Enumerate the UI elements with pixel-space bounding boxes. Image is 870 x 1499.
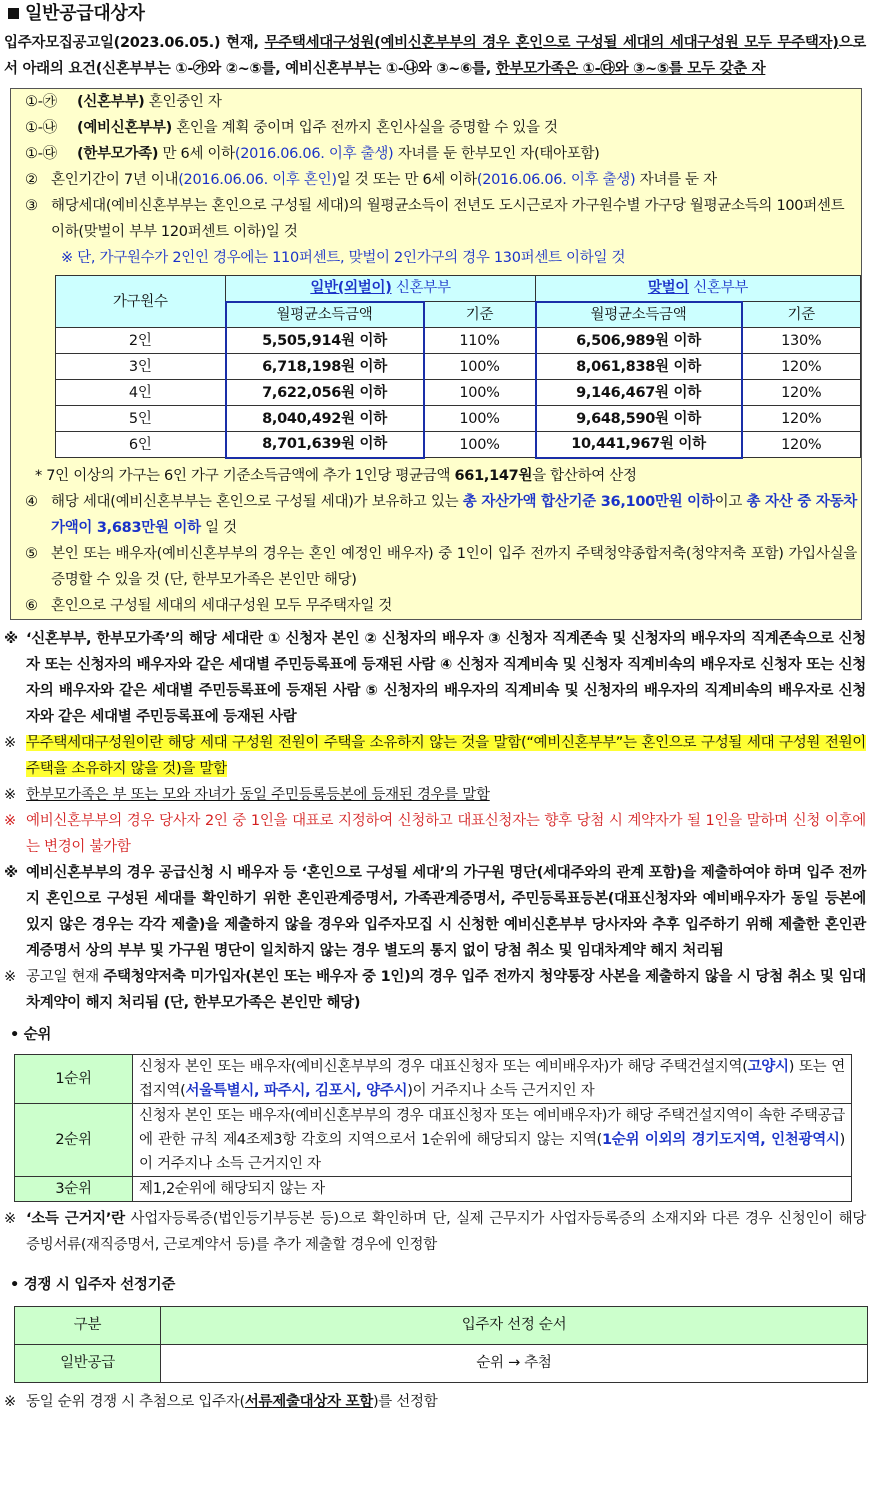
- cell-gen-amount: 6,718,198원 이하: [226, 354, 424, 380]
- note-single-parent: [4, 782, 866, 808]
- req-text: 혼인중인 자: [144, 94, 222, 110]
- income-exception-note: ※ 단, 가구원수가 2인인 경우에는 110퍼센트, 맞벌이 2인가구의 경우 130퍼센트 이하일 것: [61, 250, 626, 266]
- req-marker: ⑥: [25, 597, 38, 614]
- intro-paragraph: [4, 30, 866, 82]
- req-marker: ④: [25, 493, 38, 510]
- table-row: [15, 1176, 852, 1201]
- rank-text: )이 거주지나 소득 근거지인 자: [139, 1131, 845, 1172]
- note-lottery: [4, 1389, 866, 1415]
- rank-text: )이 거주지나 소득 근거지인 자: [407, 1082, 595, 1099]
- th-gen-std: 기준: [424, 302, 536, 328]
- cell-dual-amount: 9,146,467원 이하: [536, 380, 742, 406]
- table-header-row: [15, 1306, 868, 1344]
- table-row: [15, 1344, 868, 1382]
- note-text: 예비신혼부부의 경우 당사자 2인 중 1인을 대표로 지정하여 신청하고 대표신청자는 향후 당첨 시 계약자가 될 1인을 말하며 신청 이후에는 변경이 불가함: [26, 812, 866, 855]
- intro-text-3: 으로서 아래의 요건(신혼부부는 ①-㉮와 ②~⑤를, 예비신혼부부는 ①-㉯와 ③~⑥를,: [4, 35, 866, 77]
- seven-plus-note: [25, 463, 857, 489]
- rank-3-desc: 제1,2순위에 해당되지 않는 자: [133, 1176, 852, 1201]
- cell-dual-amount: 8,061,838원 이하: [536, 354, 742, 380]
- req-label: (예비신혼부부): [77, 120, 172, 136]
- note-text: )를 선정함: [372, 1393, 438, 1410]
- req-text: 혼인기간이 7년 이내: [51, 172, 179, 188]
- th-general: [226, 276, 536, 302]
- intro-text-2: 무주택세대구성원(예비신혼부부의 경우 혼인으로 구성될 세대의 세대구성원 모두 무주택자): [264, 35, 839, 51]
- rank-2-label: 2순위: [15, 1103, 133, 1176]
- th-category: 구분: [15, 1306, 161, 1344]
- cell-dual-std: 120%: [742, 354, 861, 380]
- table-row: [15, 1103, 852, 1176]
- cell-dual-std: 120%: [742, 432, 861, 458]
- rank-1-desc: [133, 1054, 852, 1103]
- note-text-highlighted: 무주택세대구성원이란 해당 세대 구성원 전원이 주택을 소유하지 않는 것을 말함(“예비신혼부부”는 혼인으로 구성될 세대 구성원 전원이 주택을 소유하지 않을 것)을 말함: [26, 734, 866, 777]
- note-representative: [4, 808, 866, 860]
- note-text: 한부모가족은 부 또는 모와 자녀가 동일 주민등록등본에 등재된 경우를 말함: [26, 786, 490, 803]
- cell-gen-std: 100%: [424, 406, 536, 432]
- note-text-bold: 주택청약저축 미가입자(본인 또는 배우자 중 1인)의 경우 입주 전까지 청약통장 사본을 제출하지 않을 시 당첨 취소 및 임대차계약이 해지 처리됨 (단, 한부모가족은 본인만 해당): [26, 968, 867, 1011]
- req-marker: ②: [25, 172, 38, 188]
- th-order: 입주자 선정 순서: [161, 1306, 868, 1344]
- note-mark: ※: [4, 864, 18, 881]
- cell-order: 순위 → 추첨: [161, 1344, 868, 1382]
- note-mark: ※: [4, 1210, 16, 1227]
- th-general-t: 신혼부부: [391, 280, 451, 297]
- cell-gen-std: 110%: [424, 328, 536, 354]
- th-dual-u: 맞벌이: [647, 280, 689, 297]
- selection-table: [14, 1306, 868, 1383]
- cell-size: 3인: [56, 354, 226, 380]
- cell-size: 4인: [56, 380, 226, 406]
- table-row: [15, 1054, 852, 1103]
- note-mark: ※: [4, 968, 16, 985]
- cell-dual-std: 120%: [742, 380, 861, 406]
- selection-heading: • 경쟁 시 입주자 선정기준: [10, 1276, 176, 1293]
- cell-dual-std: 130%: [742, 328, 861, 354]
- req-text: 혼인을 계획 중이며 입주 전까지 혼인사실을 증명할 수 있을 것: [171, 120, 558, 136]
- req-1c: [25, 141, 857, 167]
- req-date: (2016.06.06. 이후 출생): [476, 172, 636, 188]
- notes-list: [4, 626, 866, 1016]
- rank-region: 1순위 이외의 경기도지역, 인천광역시: [602, 1131, 840, 1148]
- square-bullet-icon: [8, 8, 19, 19]
- req-text: 본인 또는 배우자(예비신혼부부의 경우는 혼인 예정인 배우자) 중 1인이 입주 전까지 주택청약종합저축(청약저축 포함) 가입사실을 증명할 수 있을 것 (단, 한부모가족은 본인만 해당): [51, 545, 857, 588]
- req-1b: [25, 115, 857, 141]
- req-date: (2016.06.06. 이후 출생): [234, 146, 394, 162]
- note-mark: ※: [4, 1393, 16, 1410]
- foot-text-c: 을 합산하여 산정: [532, 467, 637, 484]
- cell-gen-amount: 5,505,914원 이하: [226, 328, 424, 354]
- note-mark: ※: [4, 734, 16, 751]
- note-no-house: [4, 730, 866, 782]
- th-dual-amount: 월평균소득금액: [536, 302, 742, 328]
- cell-gen-amount: 8,701,639원 이하: [226, 432, 424, 458]
- note-household: [4, 626, 866, 730]
- rank-3-label: 3순위: [15, 1176, 133, 1201]
- req-5: [25, 541, 857, 593]
- note-mark: ※: [4, 812, 16, 829]
- section-title: [4, 0, 866, 30]
- cell-size: 6인: [56, 432, 226, 458]
- foot-text-a: * 7인 이상의 가구는 6인 가구 기준소득금액에 추가 1인당 평균금액: [35, 467, 455, 484]
- cell-dual-amount: 6,506,989원 이하: [536, 328, 742, 354]
- req-marker: ①-㉰: [25, 146, 57, 162]
- note-mark: ※: [4, 630, 18, 647]
- th-gen-amount: 월평균소득금액: [226, 302, 424, 328]
- rank-2-desc: [133, 1103, 852, 1176]
- cell-dual-amount: 9,648,590원 이하: [536, 406, 742, 432]
- note-documents: [4, 860, 866, 964]
- intro-text-1: 입주자모집공고일(2023.06.05.) 현재,: [4, 35, 265, 51]
- rank-region: 서울특별시, 파주시, 김포시, 양주시: [185, 1082, 408, 1099]
- table-row: [56, 406, 861, 432]
- note-text: 동일 순위 경쟁 시 추첨으로 입주자(: [26, 1393, 245, 1410]
- req-marker: ①-㉮: [25, 94, 57, 110]
- note-income-base: [4, 1206, 866, 1258]
- th-dual-t: 신혼부부: [688, 280, 749, 297]
- req-1a: [25, 89, 857, 115]
- cell-general-supply: 일반공급: [15, 1344, 161, 1382]
- req-text: 혼인으로 구성될 세대의 세대구성원 모두 무주택자일 것: [51, 597, 393, 614]
- th-general-u: 일반(외벌이): [310, 280, 392, 297]
- note-term: ‘소득 근거지’란: [26, 1210, 125, 1227]
- table-row: [56, 328, 861, 354]
- req-text: 자녀를 둔 한부모인 자(태아포함): [393, 146, 600, 162]
- req-4: [25, 489, 857, 541]
- req-text: 일 것: [200, 519, 237, 536]
- cell-gen-amount: 7,622,056원 이하: [226, 380, 424, 406]
- cell-gen-std: 100%: [424, 432, 536, 458]
- intro-text-4: 한부모가족은 ①-㉰와 ③~⑤를 모두 갖춘 자: [495, 61, 766, 77]
- req-text: 해당 세대(예비신혼부부는 혼인으로 구성될 세대)가 보유하고 있는: [51, 493, 463, 510]
- note-text: ‘신혼부부, 한부모가족’의 해당 세대란 ① 신청자 본인 ② 신청자의 배우자 ③ 신청자 직계존속 및 신청자의 배우자의 직계존속으로 신청자 또는 신청자의 배우자와 같은 세대별 주민등록표에 등재된 사람 ④ 신청자 직계비속 및 신청자 직계비속의 배우자로 신청자 또는 신청자의 배우자와 같은 세대별 주민등록표에 등재된 사람 ⑤ 신청자의 배우자의 직계비속 및 신청자의 배우자의 직계비속의 배우자로 신청자와 같은 세대별 주민등록표에 등재된 사람: [26, 630, 866, 725]
- req-6: [25, 593, 857, 619]
- req-marker: ①-㉯: [25, 120, 57, 136]
- req-date: (2016.06.06. 이후 혼인): [178, 172, 337, 188]
- rank-text: ) 또는 연접지역(: [139, 1058, 845, 1099]
- asset-limit: 총 자산가액 합산기준 36,100만원 이하: [462, 493, 715, 510]
- note-savings: [4, 964, 866, 1016]
- requirements-box: [10, 88, 862, 620]
- req-marker: ⑤: [25, 545, 38, 562]
- req-label: (한부모가족): [77, 146, 159, 162]
- income-table: [55, 275, 861, 459]
- note-text: 공고일 현재: [26, 968, 104, 985]
- rank-text: 신청자 본인 또는 배우자(예비신혼부부의 경우 대표신청자 또는 예비배우자)가 해당 주택건설지역(: [139, 1058, 748, 1075]
- cell-gen-std: 100%: [424, 354, 536, 380]
- req-2: [25, 167, 857, 193]
- req-text: 이고: [714, 493, 747, 510]
- th-household-size: 가구원수: [56, 276, 226, 328]
- req-marker: ③: [25, 198, 38, 214]
- note-text: 예비신혼부부의 경우 공급신청 시 배우자 등 ‘혼인으로 구성될 세대’의 가구원 명단(세대주와의 관계 포함)을 제출하여야 하며 입주 전까지 혼인으로 구성된 세대를 확인하기 위한 혼인관계증명서, 가족관계증명서, 주민등록표등본(대표신청자와 예비배우자가 동일 등본에 있지 않은 경우는 각각 제출)을 제출하지 않을 경우와 입주자모집 시 신청한 예비신혼부부 당사자와 추후 입주하기 위해 제출한 혼인관계증명서 상의 부부 및 가구원 명단이 일치하지 않는 경우 별도의 통지 없이 당첨 취소 및 임대차계약 해지 처리됨: [26, 864, 866, 959]
- rank-1-label: 1순위: [15, 1054, 133, 1103]
- rank-table: [14, 1054, 852, 1202]
- cell-size: 2인: [56, 328, 226, 354]
- th-dual: [536, 276, 861, 302]
- cell-dual-std: 120%: [742, 406, 861, 432]
- rank-text: 신청자 본인 또는 배우자(예비신혼부부의 경우 대표신청자 또는 예비배우자)가 해당 주택건설지역이 속한 주택공급에 관한 규칙 제4조제3항 각호의 지역으로서 1순위에 해당되지 않는 지역(: [139, 1107, 845, 1148]
- req-3: [25, 193, 857, 245]
- req-text: 만 6세 이하: [158, 146, 235, 162]
- req-text: 일 것 또는 만 6세 이하: [336, 172, 477, 188]
- table-row: [56, 354, 861, 380]
- section-title-text: 일반공급대상자: [25, 3, 145, 24]
- cell-size: 5인: [56, 406, 226, 432]
- foot-amount: 661,147원: [454, 467, 533, 484]
- table-row: [56, 432, 861, 458]
- req-label: (신혼부부): [77, 94, 145, 110]
- cell-gen-amount: 8,040,492원 이하: [226, 406, 424, 432]
- th-dual-std: 기준: [742, 302, 861, 328]
- cell-dual-amount: 10,441,967원 이하: [536, 432, 742, 458]
- req-text: 자녀를 둔 자: [635, 172, 717, 188]
- rank-heading: • 순위: [10, 1026, 52, 1043]
- req-text: 해당세대(예비신혼부부는 혼인으로 구성될 세대)의 월평균소득이 전년도 도시근로자 가구원수별 가구당 월평균소득의 100퍼센트 이하(맞벌이 부부 120퍼센트 이하)일 것: [51, 198, 845, 240]
- note-mark: ※: [4, 786, 16, 803]
- cell-gen-std: 100%: [424, 380, 536, 406]
- note-text: 사업자등록증(법인등기부등본 등)으로 확인하며 단, 실제 근무지가 사업자등록증의 소재지와 다른 경우 신청인이 해당 증빙서류(재직증명서, 근로계약서 등)를 추가 제출할 경우에 인정함: [26, 1210, 866, 1253]
- table-row: [56, 380, 861, 406]
- rank-region: 고양시: [747, 1058, 789, 1075]
- note-term: 서류제출대상자 포함: [244, 1393, 373, 1410]
- car-limit: 총 자산 중 자동차가액이 3,683만원 이하: [51, 493, 857, 536]
